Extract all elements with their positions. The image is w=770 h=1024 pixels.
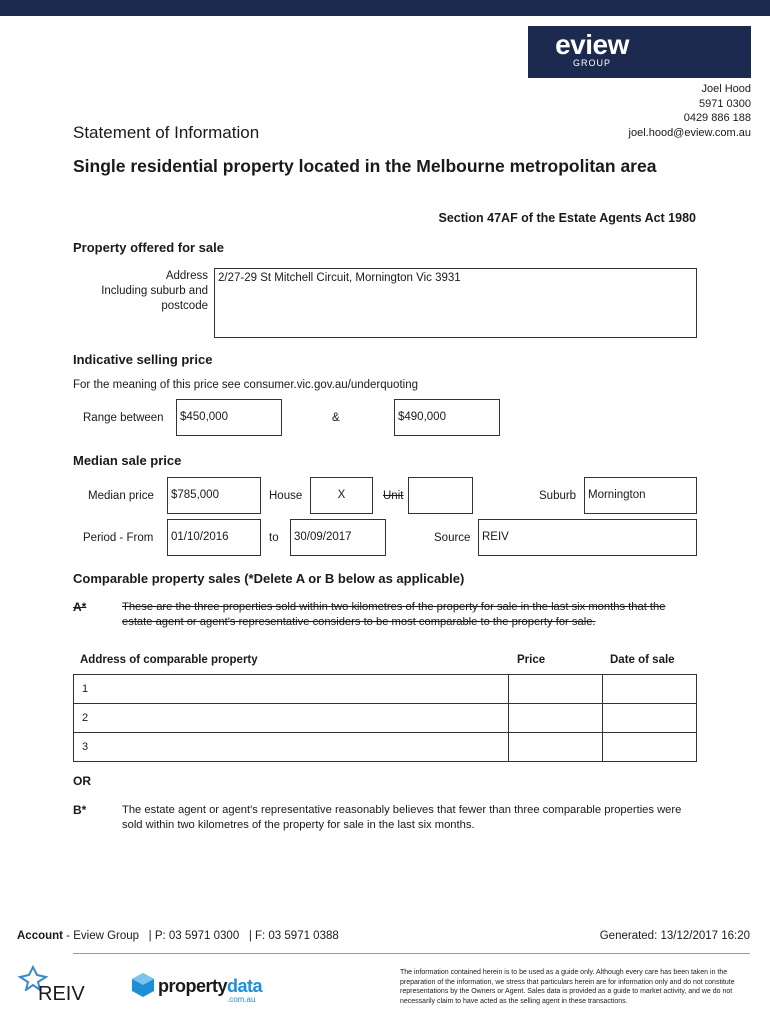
row-date-cell[interactable] — [603, 704, 697, 733]
suburb-label: Suburb — [539, 490, 577, 502]
propertydata-logo — [130, 972, 280, 1006]
option-b-text: The estate agent or agent's representative reasonably believes that fewer than three comparable properties were sold within two kilometres of the property for sale in the last six months. — [122, 804, 682, 831]
option-b-label: B* — [73, 803, 87, 817]
period-from-field[interactable]: 01/10/2016 — [167, 519, 261, 556]
address-label-line1: Address — [165, 270, 208, 282]
page-title: Single residential property located in the Melbourne metropolitan area — [73, 156, 657, 176]
source-field[interactable]: REIV — [478, 519, 697, 556]
comparable-heading: Comparable property sales (*Delete A or B below as applicable) — [73, 571, 465, 586]
eview-logo — [528, 26, 751, 78]
unit-checkbox[interactable] — [408, 477, 473, 514]
period-to-label: to — [269, 532, 279, 544]
section-reference: Section 47AF of the Estate Agents Act 1980 — [438, 211, 696, 225]
option-a-text: These are the three properties sold within two kilometres of the property for sale in the last six months that the estate agent or agent's representative considers to be most comparable to the property for sale. — [122, 601, 666, 628]
propertydata-cube-icon — [130, 972, 156, 998]
col-date-header: Date of sale — [610, 654, 675, 666]
table-row — [74, 704, 697, 733]
comparable-table — [73, 674, 697, 762]
pd-accent: data — [227, 976, 263, 996]
house-label: House — [269, 490, 303, 502]
row-address-cell[interactable]: 1 — [74, 675, 509, 704]
account-label: Account — [17, 930, 63, 942]
median-price-label: Median price — [88, 490, 154, 502]
address-label-line2: Including suburb and — [101, 285, 208, 297]
agent-name: Joel Hood — [701, 83, 751, 95]
address-field[interactable]: 2/27-29 St Mitchell Circuit, Mornington Vic 3931 — [214, 268, 697, 338]
pd-main: property — [158, 976, 228, 996]
median-heading: Median sale price — [73, 453, 182, 468]
agent-contact — [629, 82, 751, 140]
agent-phone: 5971 0300 — [699, 97, 751, 110]
median-price-field[interactable]: $785,000 — [167, 477, 261, 514]
top-bar — [0, 0, 770, 16]
disclaimer-text: The information contained herein is to be used as a guide only. Although every care has been taken in the preparation of the information, we stress that particulars herein are for information only and do not constitute representations by the Owners or Agent. Sales data is provided as a guide to market activity, and we do not necessarily claim to have acted as the selling agent in these transactions. — [400, 969, 735, 1005]
col-price-header: Price — [517, 654, 546, 666]
agent-mobile: 0429 886 188 — [683, 112, 751, 125]
unit-label: Unit — [383, 490, 404, 502]
pd-domain: .com.au — [227, 995, 256, 1004]
range-amp: & — [332, 412, 340, 424]
suburb-field[interactable]: Mornington — [584, 477, 697, 514]
footer-divider — [73, 953, 750, 954]
period-to-field[interactable]: 30/09/2017 — [290, 519, 386, 556]
source-label: Source — [434, 532, 471, 544]
address-label — [60, 269, 208, 314]
house-checkbox[interactable]: X — [310, 477, 373, 514]
table-row — [74, 733, 697, 762]
row-price-cell[interactable] — [509, 675, 603, 704]
address-label-line3: postcode — [161, 300, 208, 312]
period-label: Period - From — [83, 532, 154, 544]
row-address-cell[interactable]: 2 — [74, 704, 509, 733]
agent-email[interactable]: joel.hood@eview.com.au — [628, 126, 751, 139]
range-low-field[interactable]: $450,000 — [176, 399, 282, 436]
underquoting-note: For the meaning of this price see consumer.vic.gov.au/underquoting — [73, 379, 418, 391]
logo-word: eview — [555, 29, 629, 60]
reiv-logo — [14, 965, 94, 1007]
row-address-cell[interactable]: 3 — [74, 733, 509, 762]
range-high-field[interactable]: $490,000 — [394, 399, 500, 436]
row-date-cell[interactable] — [603, 733, 697, 762]
row-price-cell[interactable] — [509, 704, 603, 733]
statement-heading: Statement of Information — [73, 123, 260, 142]
account-details: - Eview Group | P: 03 5971 0300 | F: 03 5971 0388 — [63, 930, 339, 942]
propertydata-text — [158, 976, 262, 997]
property-heading: Property offered for sale — [73, 240, 224, 255]
col-address-header: Address of comparable property — [80, 654, 258, 666]
option-a-label: A* — [73, 600, 87, 614]
row-date-cell[interactable] — [603, 675, 697, 704]
indicative-heading: Indicative selling price — [73, 352, 213, 367]
logo-sub: GROUP — [572, 58, 611, 68]
or-label: OR — [73, 774, 91, 788]
generated-timestamp: Generated: 13/12/2017 16:20 — [599, 930, 750, 942]
row-price-cell[interactable] — [509, 733, 603, 762]
table-row — [74, 675, 697, 704]
range-label: Range between — [83, 412, 164, 424]
reiv-text: REIV — [38, 983, 85, 1005]
footer-account — [17, 930, 339, 942]
